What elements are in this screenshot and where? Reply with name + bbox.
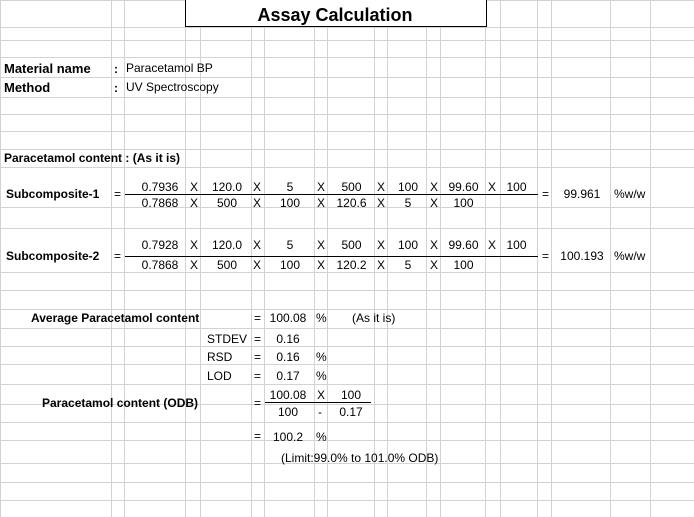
odb-result: 100.2	[272, 430, 304, 444]
sub1-num-3: 5	[286, 180, 294, 194]
material-label: Material name	[4, 61, 91, 76]
sub2-den-5: 5	[404, 258, 412, 272]
sub2-times: X	[377, 238, 386, 252]
sub2-den-4: 120.2	[336, 258, 367, 272]
odb-den-1: 100	[277, 405, 299, 419]
sub2-num-2: 120.0	[211, 238, 243, 252]
sub2-times: X	[488, 238, 497, 252]
odb-num-2: 100	[340, 388, 362, 402]
sub2-times: X	[190, 258, 199, 272]
stdev-equals: =	[254, 332, 262, 346]
odb-times: X	[317, 388, 326, 402]
rsd-equals: =	[254, 350, 262, 364]
sub1-times: X	[377, 196, 386, 210]
average-label: Average Paracetamol content	[31, 311, 200, 325]
sub1-times: X	[430, 180, 439, 194]
material-colon: :	[114, 62, 118, 76]
odb-unit: %	[316, 430, 327, 444]
sub2-den-1: 0.7868	[141, 258, 179, 272]
sub2-den-3: 100	[279, 258, 301, 272]
sub2-times: X	[253, 238, 262, 252]
sub1-den-2: 500	[216, 196, 238, 210]
odb-equals: =	[254, 396, 262, 410]
sub2-num-7: 100	[506, 238, 527, 252]
rsd-unit: %	[316, 350, 327, 364]
stdev-value: 0.16	[276, 332, 300, 346]
sub2-result-equals: =	[542, 249, 550, 263]
sub1-times: X	[253, 180, 262, 194]
average-value: 100.08	[269, 311, 307, 325]
sub1-result: 99.961	[563, 187, 601, 201]
average-equals: =	[254, 311, 262, 325]
odb-den-2: 0.17	[339, 405, 363, 419]
rsd-label: RSD	[207, 350, 233, 364]
method-label: Method	[4, 80, 51, 95]
sub1-label: Subcomposite-1	[6, 187, 100, 201]
sub1-num-4: 500	[341, 180, 362, 194]
odb-minus: -	[318, 405, 322, 419]
sub1-num-6: 99.60	[448, 180, 479, 194]
sub2-unit: %w/w	[614, 249, 646, 263]
sub1-den-3: 100	[279, 196, 301, 210]
sub1-times: X	[190, 180, 199, 194]
sub2-num-3: 5	[286, 238, 294, 252]
sub2-num-5: 100	[397, 238, 419, 252]
method-value: UV Spectroscopy	[126, 80, 219, 94]
sub1-den-5: 5	[404, 196, 412, 210]
sub2-num-4: 500	[341, 238, 362, 252]
sub1-result-equals: =	[542, 187, 550, 201]
sub1-den-1: 0.7868	[141, 196, 179, 210]
average-unit: %	[316, 311, 327, 325]
lod-value: 0.17	[276, 369, 300, 383]
sub1-num-2: 120.0	[211, 180, 243, 194]
material-value: Paracetamol BP	[126, 61, 213, 75]
section-heading: Paracetamol content : (As it is)	[4, 151, 181, 165]
sub2-equals: =	[114, 249, 122, 263]
lod-equals: =	[254, 369, 262, 383]
average-note: (As it is)	[352, 311, 396, 325]
page-title: Assay Calculation	[257, 5, 413, 25]
sub2-result: 100.193	[560, 249, 604, 263]
sub1-unit: %w/w	[614, 187, 646, 201]
sub1-times: X	[317, 180, 326, 194]
odb-num-1: 100.08	[269, 388, 307, 402]
limit-note: (Limit:99.0% to 101.0% ODB)	[281, 451, 439, 465]
sub2-times: X	[190, 238, 199, 252]
sub2-times: X	[253, 258, 262, 272]
sub2-den-2: 500	[216, 258, 238, 272]
rsd-value: 0.16	[276, 350, 300, 364]
odb-fraction-line	[265, 402, 371, 403]
sub2-times: X	[430, 238, 439, 252]
sub2-times: X	[317, 238, 326, 252]
sub1-den-4: 120.6	[336, 196, 367, 210]
sub2-num-6: 99.60	[448, 238, 479, 252]
sub1-num-7: 100	[506, 180, 527, 194]
odb-result-equals: =	[254, 429, 262, 443]
sub2-num-1: 0.7928	[141, 238, 179, 252]
sub2-den-6: 100	[453, 258, 474, 272]
sub1-num-5: 100	[397, 180, 419, 194]
lod-unit: %	[316, 369, 327, 383]
odb-label: Paracetamol content (ODB)	[42, 396, 199, 410]
sub1-times: X	[190, 196, 199, 210]
sub2-fraction-line	[125, 256, 538, 257]
sub2-label: Subcomposite-2	[6, 249, 100, 263]
sub1-times: X	[317, 196, 326, 210]
sub1-times: X	[488, 180, 497, 194]
method-colon: :	[114, 81, 118, 95]
lod-label: LOD	[207, 369, 232, 383]
sub1-times: X	[253, 196, 262, 210]
stdev-label: STDEV	[207, 332, 248, 346]
sub1-num-1: 0.7936	[141, 180, 179, 194]
sub2-times: X	[430, 258, 439, 272]
sub2-times: X	[377, 258, 386, 272]
sub1-times: X	[377, 180, 386, 194]
sub1-times: X	[430, 196, 439, 210]
sub1-equals: =	[114, 187, 122, 201]
sub2-times: X	[317, 258, 326, 272]
sub1-fraction-line	[125, 194, 538, 195]
sub1-den-6: 100	[453, 196, 474, 210]
